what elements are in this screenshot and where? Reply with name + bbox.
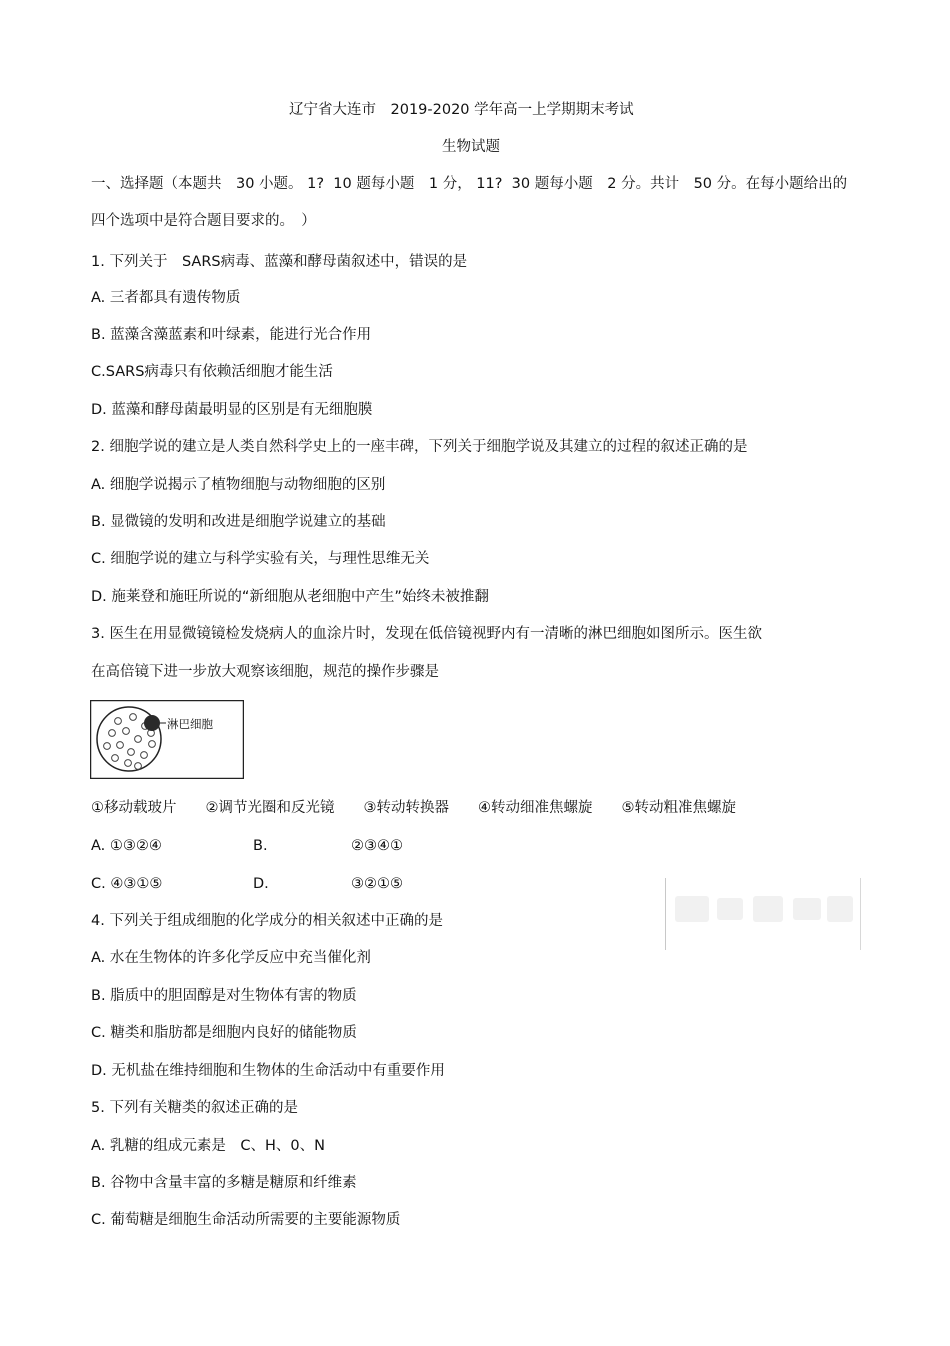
question-3-option-d-value: ③②①⑤: [351, 876, 403, 892]
question-2-stem: 2. 细胞学说的建立是人类自然科学史上的一座丰碑，下列关于细胞学说及其建立的过程的叙述正确的是: [91, 439, 748, 455]
question-3-option-d-label: D.: [253, 876, 269, 892]
microscope-field-drawing: [90, 700, 244, 779]
microscope-field-figure: [90, 700, 244, 779]
question-3-stem-line-2: 在高倍镜下进一步放大观察该细胞，规范的操作步骤是: [91, 664, 439, 680]
question-1-option-c: C.SARS病毒只有依赖活细胞才能生活: [91, 364, 333, 380]
question-2-option-c: C. 细胞学说的建立与科学实验有关，与理性思维无关: [91, 551, 430, 567]
question-1-option-d: D. 蓝藻和酵母菌最明显的区别是有无细胞膜: [91, 402, 373, 418]
question-4-stem: 4. 下列关于组成细胞的化学成分的相关叙述中正确的是: [91, 913, 443, 929]
question-5-option-b: B. 谷物中含量丰富的多糖是糖原和纤维素: [91, 1175, 357, 1191]
question-5-stem: 5. 下列有关糖类的叙述正确的是: [91, 1100, 298, 1116]
question-5-option-a: A. 乳糖的组成元素是 C、H、0、N: [91, 1138, 325, 1154]
question-4-option-a: A. 水在生物体的许多化学反应中充当催化剂: [91, 950, 371, 966]
document-subtitle: 生物试题: [442, 139, 500, 155]
question-2-option-b: B. 显微镜的发明和改进是细胞学说建立的基础: [91, 514, 386, 530]
question-2-option-d: D. 施莱登和施旺所说的“新细胞从老细胞中产生”始终未被推翻: [91, 589, 489, 605]
question-5-option-c: C. 葡萄糖是细胞生命活动所需要的主要能源物质: [91, 1212, 401, 1228]
section-instructions-line-1: 一、选择题（本题共 30 小题。 1? 10 题每小题 1 分， 11? 30 题每小题 2 分。共计 50 分。在每小题给出的: [91, 176, 848, 192]
question-4-option-b: B. 脂质中的胆固醇是对生物体有害的物质: [91, 988, 357, 1004]
question-1-option-b: B. 蓝藻含藻蓝素和叶绿素，能进行光合作用: [91, 327, 372, 343]
question-3-option-c: C. ④③①⑤: [91, 876, 163, 892]
question-3-option-b-value: ②③④①: [351, 838, 403, 854]
question-1-option-a: A. 三者都具有遗传物质: [91, 290, 241, 306]
question-4-option-c: C. 糖类和脂肪都是细胞内良好的储能物质: [91, 1025, 357, 1041]
section-instructions-line-2: 四个选项中是符合题目要求的。 ）: [91, 213, 316, 229]
question-3-steps: ①移动载玻片 ②调节光圈和反光镜 ③转动转换器 ④转动细准焦螺旋 ⑤转动粗准焦螺旋: [91, 800, 736, 816]
lymphocyte-label: 淋巴细胞: [167, 717, 213, 731]
question-3-option-a: A. ①③②④: [91, 838, 162, 854]
faint-watermark-box: [665, 878, 861, 950]
question-2-option-a: A. 细胞学说揭示了植物细胞与动物细胞的区别: [91, 477, 386, 493]
question-3-option-b-label: B.: [253, 838, 268, 854]
document-title: 辽宁省大连市 2019-2020 学年高一上学期期末考试: [289, 102, 634, 118]
question-4-option-d: D. 无机盐在维持细胞和生物体的生命活动中有重要作用: [91, 1063, 445, 1079]
faint-watermark-drawing: [665, 878, 861, 950]
question-1-stem: 1. 下列关于 SARS病毒、蓝藻和酵母菌叙述中，错误的是: [91, 254, 468, 270]
question-3-stem-line-1: 3. 医生在用显微镜镜检发烧病人的血涂片时，发现在低倍镜视野内有一清晰的淋巴细胞如图所示。医生欲: [91, 626, 762, 642]
